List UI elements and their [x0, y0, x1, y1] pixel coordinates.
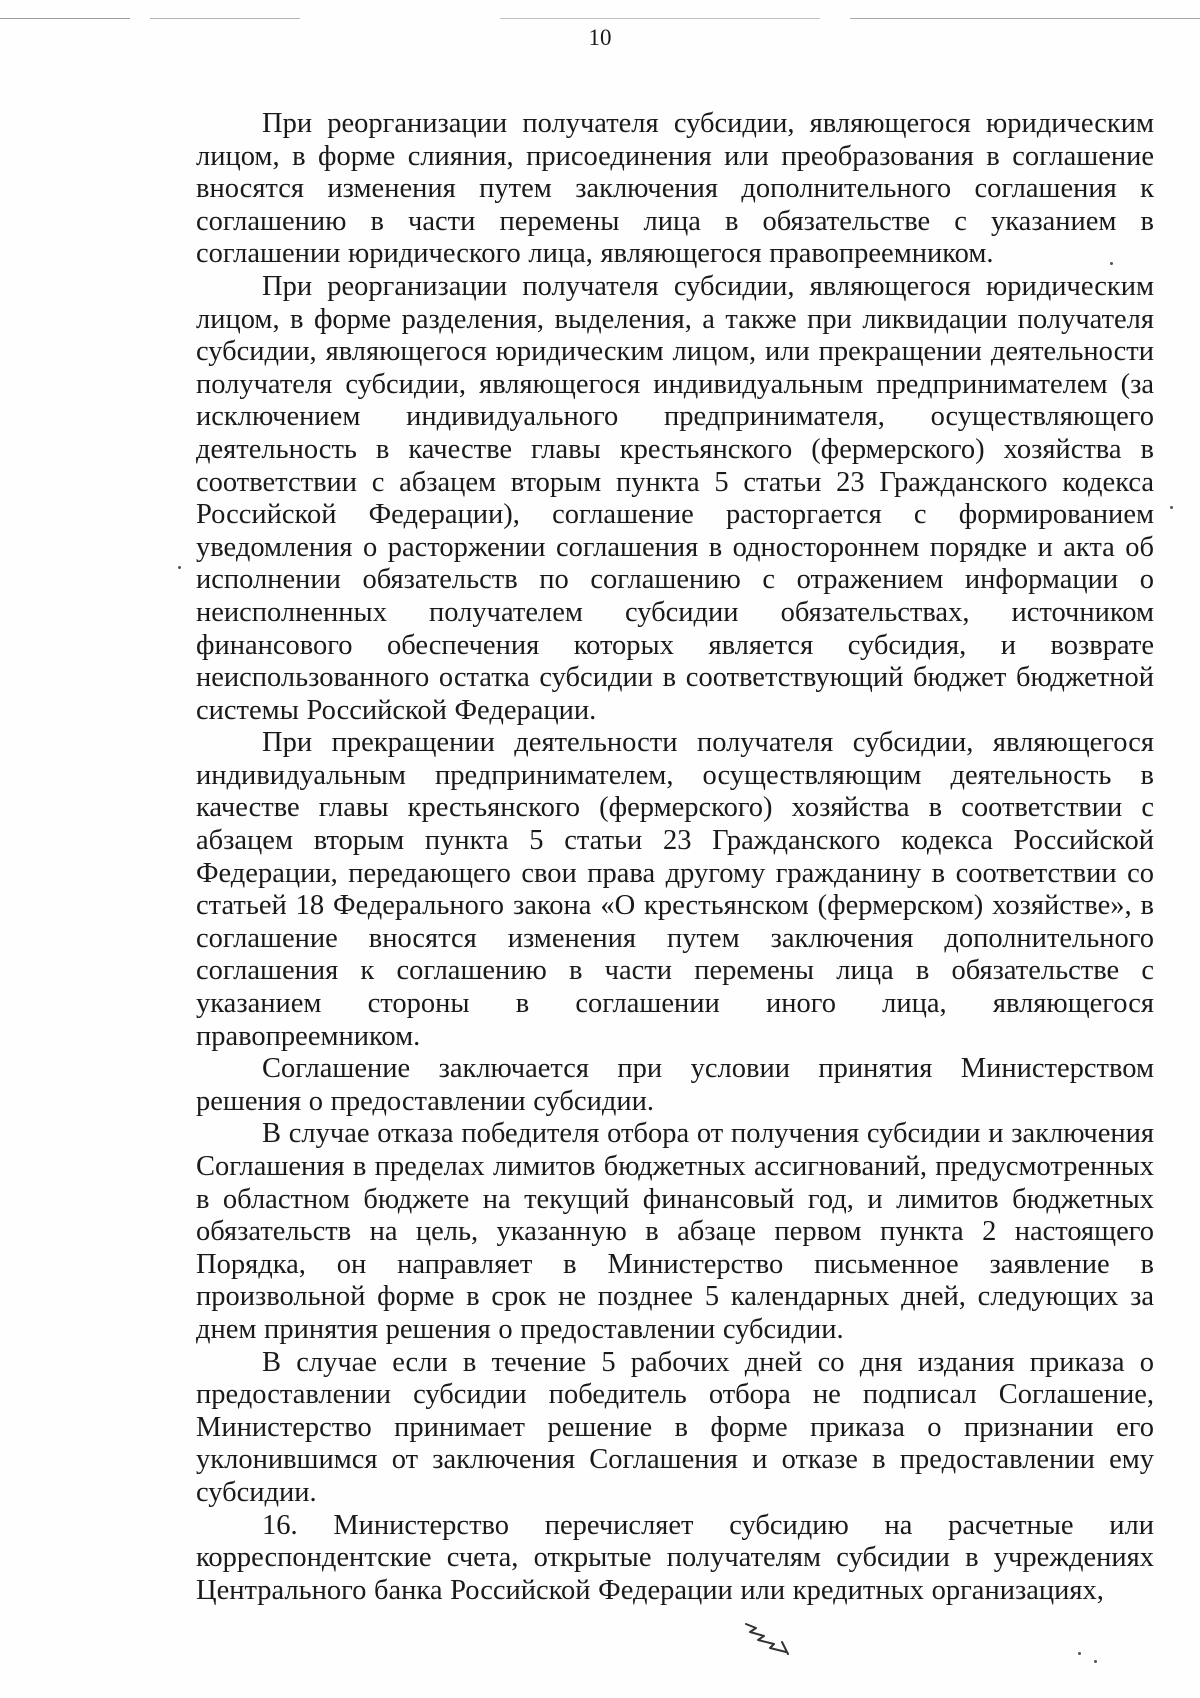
- paragraph: В случае если в течение 5 рабочих дней со дня издания приказа о предоставлении субсидии победитель отбора не подписал Соглашение, Министерство принимает решение в форме приказа о признании его уклонившимся от заключения Соглашения и отказе в предоставлении ему субсидии.: [196, 1346, 1154, 1508]
- scan-artifact-line: [0, 18, 130, 19]
- paragraph: При реорганизации получателя субсидии, являющегося юридическим лицом, в форме слияния, присоединения или преобразования в соглашение вносятся изменения путем заключения дополнительного соглашения к соглашению в части перемены лица в обязательстве с указанием в соглашении юридического лица, являющегося правопреемником.: [196, 108, 1154, 270]
- scan-artifact-line: [850, 18, 1200, 19]
- paragraph: 16. Министерство перечисляет субсидию на расчетные или корреспондентские счета, открытые получателям субсидии в учреждениях Центрального банка Российской Федерации или кредитных организациях,: [196, 1509, 1154, 1606]
- pen-scribble-mark: [742, 1618, 802, 1658]
- scan-artifact-line: [150, 18, 300, 19]
- scan-artifact-line: [500, 18, 820, 19]
- paragraph: Соглашение заключается при условии принятия Министерством решения о предоставлении субсидии.: [196, 1053, 1154, 1117]
- paragraph: В случае отказа победителя отбора от получения субсидии и заключения Соглашения в пределах лимитов бюджетных ассигнований, предусмотренных в областном бюджете на текущий финансовый год, и лимитов бюджетных обязательств на цель, указанную в абзаце первом пункта 2 настоящего Порядка, он направляет в Министерство письменное заявление в произвольной форме в срок не позднее 5 календарных дней, следующих за днем принятия решения о предоставлении субсидии.: [196, 1118, 1154, 1345]
- page-number: 10: [588, 25, 612, 50]
- scan-speck: [1110, 262, 1113, 265]
- scan-speck: [1170, 506, 1173, 509]
- paragraph: При реорганизации получателя субсидии, являющегося юридическим лицом, в форме разделения, выделения, а также при ликвидации получателя субсидии, являющегося юридическим лицом, или прекращении деятельности получателя субсидии, являющегося индивидуальным предпринимателем (за исключением индивидуального предпринимателя, осуществляющего деятельность в качестве главы крестьянского (фермерского) хозяйства в соответствии с абзацем вторым пункта 5 статьи 23 Гражданского кодекса Российской Федерации), соглашение расторгается с формированием уведомления о расторжении соглашения в одностороннем порядке и акта об исполнении обязательств по соглашению с отражением информации о неисполненных получателем субсидии обязательствах, источником финансового обеспечения которых является субсидия, и возврате неиспользованного остатка субсидии в соответствующий бюджет бюджетной системы Российской Федерации.: [196, 270, 1154, 726]
- scan-speck: [1078, 1652, 1081, 1655]
- paragraph: При прекращении деятельности получателя субсидии, являющегося индивидуальным предпринимателем, осуществляющим деятельность в качестве главы крестьянского (фермерского) хозяйства в соответствии с абзацем вторым пункта 5 статьи 23 Гражданского кодекса Российской Федерации, передающего свои права другому гражданину в соответствии со статьей 18 Федерального закона «О крестьянском (фермерском) хозяйстве», в соглашение вносятся изменения путем заключения дополнительного соглашения к соглашению в части перемены лица в обязательстве с указанием стороны в соглашении иного лица, являющегося правопреемником.: [196, 727, 1154, 1052]
- document-body: [196, 108, 1154, 1607]
- scan-speck: [1094, 1660, 1097, 1663]
- scan-speck: [178, 566, 181, 569]
